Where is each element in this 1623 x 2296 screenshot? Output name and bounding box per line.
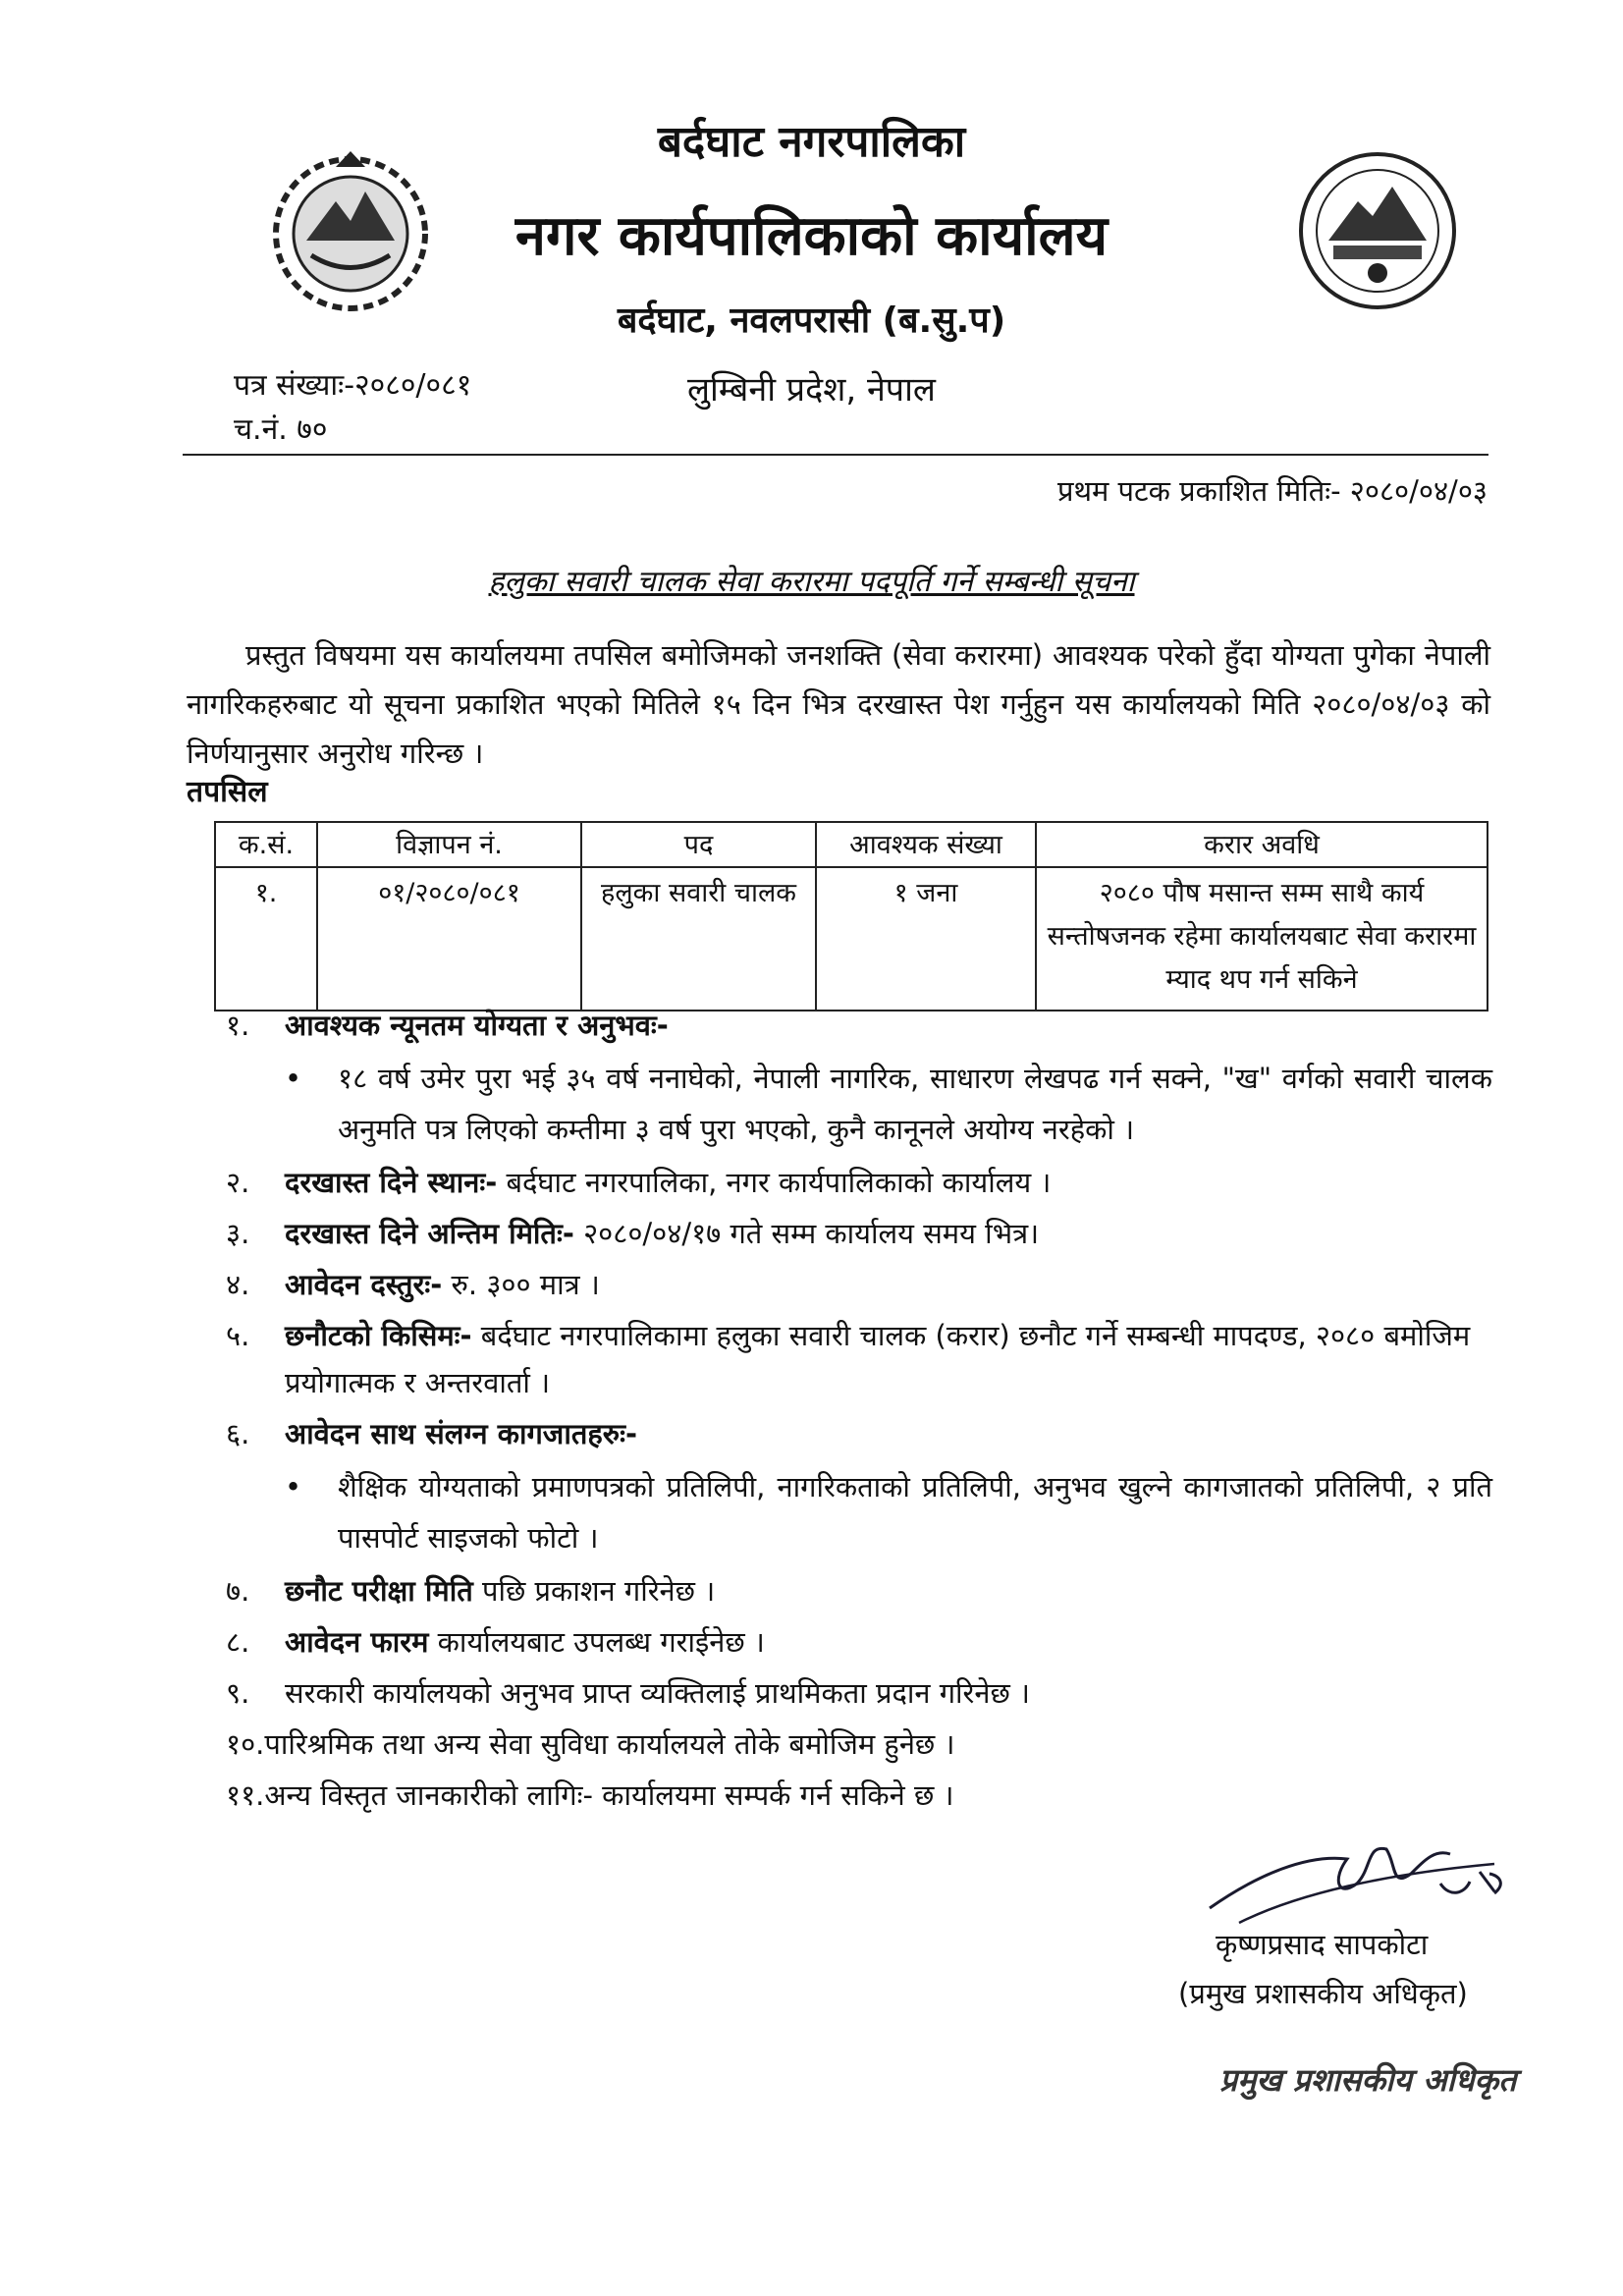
item-number: ९. xyxy=(226,1676,250,1710)
item-text: अन्य विस्तृत जानकारीको लागिः- कार्यालयमा सम्पर्क गर्न सकिने छ । xyxy=(264,1778,954,1812)
published-date: प्रथम पटक प्रकाशित मितिः- २०८०/०४/०३ xyxy=(1056,474,1488,508)
cell-advert-no: ०१/२०८०/०८१ xyxy=(317,867,581,1011)
official-stamp: प्रमुख प्रशासकीय अधिकृत xyxy=(1219,2061,1517,2099)
list-item xyxy=(226,1210,1492,1257)
list-item xyxy=(226,1461,1492,1563)
col-post: पद xyxy=(581,822,816,867)
list-item xyxy=(226,1721,1492,1768)
item-text: पछि प्रकाशन गरिनेछ । xyxy=(472,1574,716,1608)
list-item xyxy=(226,1618,1492,1666)
header-divider xyxy=(183,454,1488,456)
table-header-row xyxy=(215,822,1488,867)
cell-required-count: १ जना xyxy=(816,867,1036,1011)
col-serial: क.सं. xyxy=(215,822,317,867)
item-label: आवेदन साथ संलग्न कागजातहरुः- xyxy=(285,1417,638,1450)
item-text: रु. ३०० मात्र । xyxy=(442,1268,600,1301)
handwritten-signature xyxy=(1200,1815,1514,1933)
item-number: ३. xyxy=(226,1217,250,1250)
item-text: बर्दघाट नगरपालिकामा हलुका सवारी चालक (करार) छनौट गर्ने सम्बन्धी मापदण्ड, २०८० बमोजिम प्रयोगात्मक र अन्तरवार्ता । xyxy=(285,1319,1471,1399)
list-item xyxy=(226,1053,1492,1155)
list-item xyxy=(226,1567,1492,1614)
vacancy-table xyxy=(214,821,1488,1011)
item-number: २. xyxy=(226,1166,250,1199)
notice-title: हलुका सवारी चालक सेवा करारमा पदपूर्ति गर्ने सम्बन्धी सूचना xyxy=(488,565,1135,599)
item-number: १. xyxy=(226,1009,250,1042)
cell-serial: १. xyxy=(215,867,317,1011)
item-number: ७. xyxy=(226,1574,250,1608)
conditions-list xyxy=(226,1002,1492,1823)
item-text: कार्यालयबाट उपलब्ध गराईनेछ । xyxy=(428,1625,765,1659)
item-label: छनौटको किसिमः- xyxy=(285,1319,472,1352)
item-label: आवेदन फारम xyxy=(285,1625,429,1659)
item-text: सरकारी कार्यालयको अनुभव प्राप्त व्यक्तिलाई प्राथमिकता प्रदान गरिनेछ । xyxy=(285,1676,1031,1710)
table-row xyxy=(215,867,1488,1011)
item-number: ५. xyxy=(226,1319,250,1352)
item-text: बर्दघाट नगरपालिका, नगर कार्यपालिकाको कार्यालय । xyxy=(497,1166,1052,1199)
col-contract-period: करार अवधि xyxy=(1036,822,1488,867)
list-item xyxy=(226,1002,1492,1049)
letter-number: पत्र संख्याः-२०८०/०८१ xyxy=(234,368,472,403)
item-number: १०. xyxy=(226,1727,265,1761)
intro-paragraph: प्रस्तुत विषयमा यस कार्यालयमा तपसिल बमोजिमको जनशक्ति (सेवा करारमा) आवश्यक परेको हुँदा योग्यता पुगेका नेपाली नागरिकहरुबाट यो सूचना प्रकाशित भएको मितिले १५ दिन भित्र दरखास्त पेश गर्नुहुन यस कार्यालयको मिति २०८०/०४/०३ को निर्णयानुसार अनुरोध गरिन्छ । xyxy=(187,638,1490,770)
list-item xyxy=(226,1772,1492,1819)
item-text: २०८०/०४/१७ गते सम्म कार्यालय समय भित्र। xyxy=(573,1217,1040,1250)
signatory-name: कृष्णप्रसाद सापकोटा xyxy=(1216,1928,1429,1961)
bullet-icon: • xyxy=(285,1470,302,1503)
item-number: ४. xyxy=(226,1268,250,1301)
details-label: तपसिल xyxy=(187,775,268,809)
office-name: नगर कार्यपालिकाको कार्यालय xyxy=(514,204,1109,268)
item-text: पारिश्रमिक तथा अन्य सेवा सुविधा कार्यालयले तोके बमोजिम हुनेछ । xyxy=(264,1727,955,1761)
list-item xyxy=(226,1410,1492,1457)
province-country: लुम्बिनी प्रदेश, नेपाल xyxy=(687,370,936,410)
cell-post: हलुका सवारी चालक xyxy=(581,867,816,1011)
municipality-name: बर्दघाट नगरपालिका xyxy=(657,117,966,167)
office-address: बर्दघाट, नवलपरासी (ब.सु.प) xyxy=(617,301,1006,341)
item-label: दरखास्त दिने स्थानः- xyxy=(285,1166,498,1199)
item-label: आवश्यक न्यूनतम योग्यता र अनुभवः- xyxy=(285,1009,669,1042)
qualification-text: १८ वर्ष उमेर पुरा भई ३५ वर्ष ननाघेको, नेपाली नागरिक, साधारण लेखपढ गर्न सक्ने, "ख" वर्गको सवारी चालक अनुमति पत्र लिएको कम्तीमा ३ वर्ष पुरा भएको, कुनै कानूनले अयोग्य नरहेको । xyxy=(338,1062,1492,1146)
bullet-icon: • xyxy=(285,1062,302,1095)
list-item xyxy=(226,1669,1492,1717)
item-label: आवेदन दस्तुरः- xyxy=(285,1268,443,1301)
item-number: ११. xyxy=(226,1778,265,1812)
item-number: ६. xyxy=(226,1417,250,1450)
item-number: ८. xyxy=(226,1625,250,1659)
list-item xyxy=(226,1159,1492,1206)
cell-contract-period: २०८० पौष मसान्त सम्म साथै कार्य सन्तोषजनक रहेमा कार्यालयबाट सेवा करारमा म्याद थप गर्न सकिने xyxy=(1036,867,1488,1011)
dispatch-number: च.नं. ७० xyxy=(234,412,328,447)
list-item xyxy=(226,1261,1492,1308)
documents-text: शैक्षिक योग्यताको प्रमाणपत्रको प्रतिलिपी, नागरिकताको प्रतिलिपी, अनुभव खुल्ने कागजातको प्रतिलिपी, २ प्रति पासपोर्ट साइजको फोटो । xyxy=(338,1470,1492,1555)
item-label: छनौट परीक्षा मिति xyxy=(285,1574,473,1608)
list-item xyxy=(226,1312,1492,1406)
signatory-role: (प्रमुख प्रशासकीय अधिकृत) xyxy=(1178,1977,1468,2010)
col-advert-no: विज्ञापन नं. xyxy=(317,822,581,867)
col-required-count: आवश्यक संख्या xyxy=(816,822,1036,867)
item-label: दरखास्त दिने अन्तिम मितिः- xyxy=(285,1217,574,1250)
